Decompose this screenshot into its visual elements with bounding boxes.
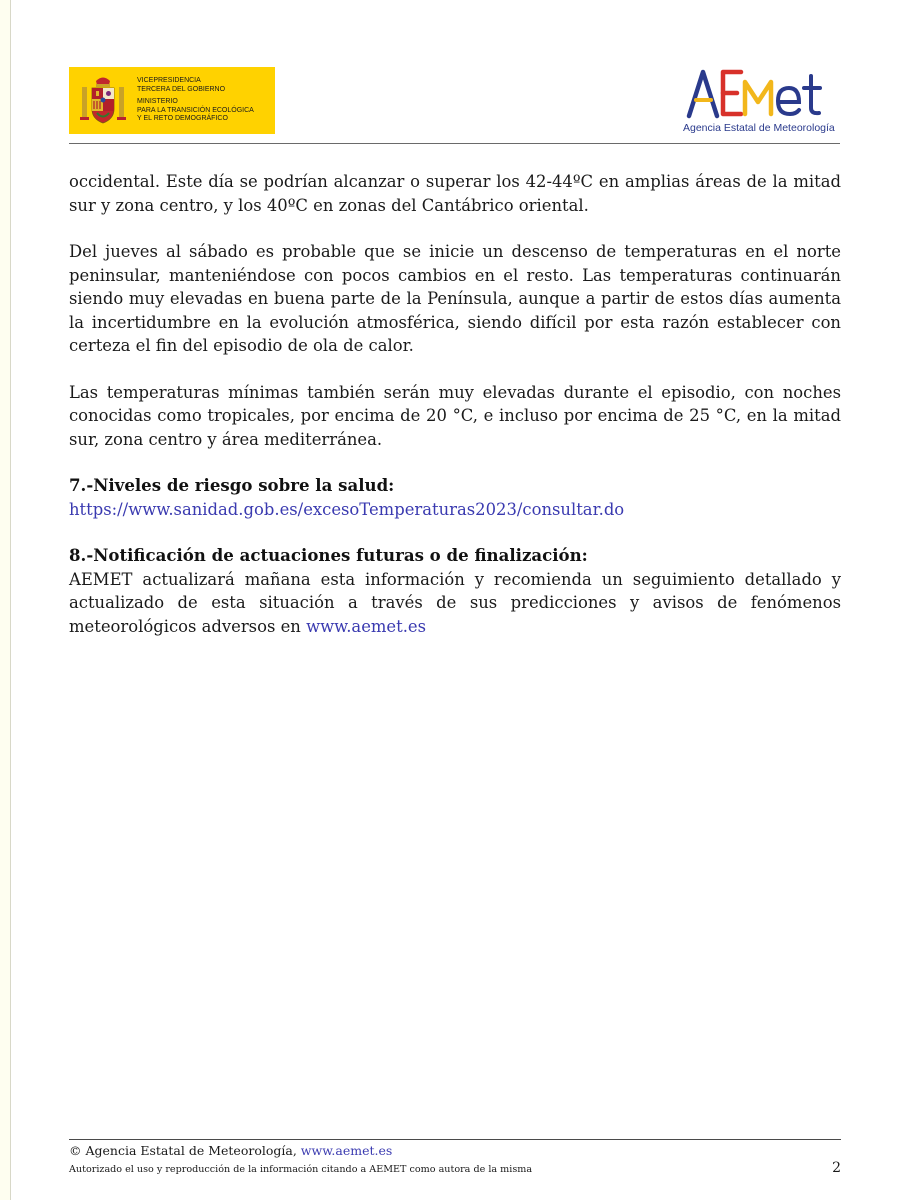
footer-copyright-line xyxy=(69,1143,392,1158)
gov-logo-line3: MINISTERIO xyxy=(137,98,178,106)
footer-notice: Autorizado el uso y reproducción de la información citando a AEMET como autora de la misma xyxy=(69,1164,533,1175)
section-niveles-riesgo xyxy=(69,474,841,521)
government-logo-text xyxy=(137,77,254,124)
paragraph-temperatures-maximas: occidental. Este día se podrían alcanzar o superar los 42-44ºC en amplias áreas de la mitad sur y zona centro, y los 40ºC en zonas del Cantábrico oriental. xyxy=(69,172,841,215)
paragraph-temperaturas-minimas: Las temperaturas mínimas también serán muy elevadas durante el episodio, con noches conocidas como tropicales, por encima de 20 °C, e incluso por encima de 25 °C, en la mitad sur, zona centro y área mediterránea. xyxy=(69,382,841,449)
aemet-logo-caption: Agencia Estatal de Meteorología xyxy=(683,122,835,134)
page-number: 2 xyxy=(832,1160,841,1176)
section-notificacion xyxy=(69,544,841,638)
government-logo xyxy=(69,67,275,134)
header-divider xyxy=(69,143,840,144)
section-7-heading: 7.-Niveles de riesgo sobre la salud: xyxy=(69,475,395,495)
footer-aemet-link[interactable]: www.aemet.es xyxy=(300,1143,393,1158)
document-page xyxy=(11,0,908,1200)
gov-logo-line1: VICEPRESIDENCIA xyxy=(137,77,201,85)
section-8-text: AEMET actualizará mañana esta información y recomienda un seguimiento detallado y actualizado de esta situación a través de sus predicciones y avisos de fenómenos meteorológicos adversos en xyxy=(69,569,841,636)
aemet-website-link[interactable]: www.aemet.es xyxy=(306,616,427,636)
section-8-heading: 8.-Notificación de actuaciones futuras o de finalización: xyxy=(69,545,588,565)
paragraph-descenso-temperaturas: Del jueves al sábado es probable que se inicie un descenso de temperaturas en el norte peninsular, manteniéndose con pocos cambios en el resto. Las temperaturas continuarán siendo muy elevadas en buena parte de la Península, aunque a partir de estos días aumenta la incertidumbre en la evolución atmosférica, siendo difícil por esta razón establecer con certeza el fin del episodio de ola de calor. xyxy=(69,242,841,355)
section-8-paragraph xyxy=(69,568,841,639)
coat-of-arms-icon xyxy=(79,73,127,129)
gov-logo-line2: TERCERA DEL GOBIERNO xyxy=(137,85,226,93)
document-body xyxy=(69,170,841,661)
copyright-text: © Agencia Estatal de Meteorología, xyxy=(69,1143,297,1158)
gov-logo-line5: Y EL RETO DEMOGRÁFICO xyxy=(137,115,228,123)
gov-logo-line4: PARA LA TRANSICIÓN ECOLÓGICA xyxy=(137,106,254,114)
sanidad-link[interactable]: https://www.sanidad.gob.es/excesoTemperaturas2023/consultar.do xyxy=(69,499,625,519)
footer-divider xyxy=(69,1139,841,1140)
